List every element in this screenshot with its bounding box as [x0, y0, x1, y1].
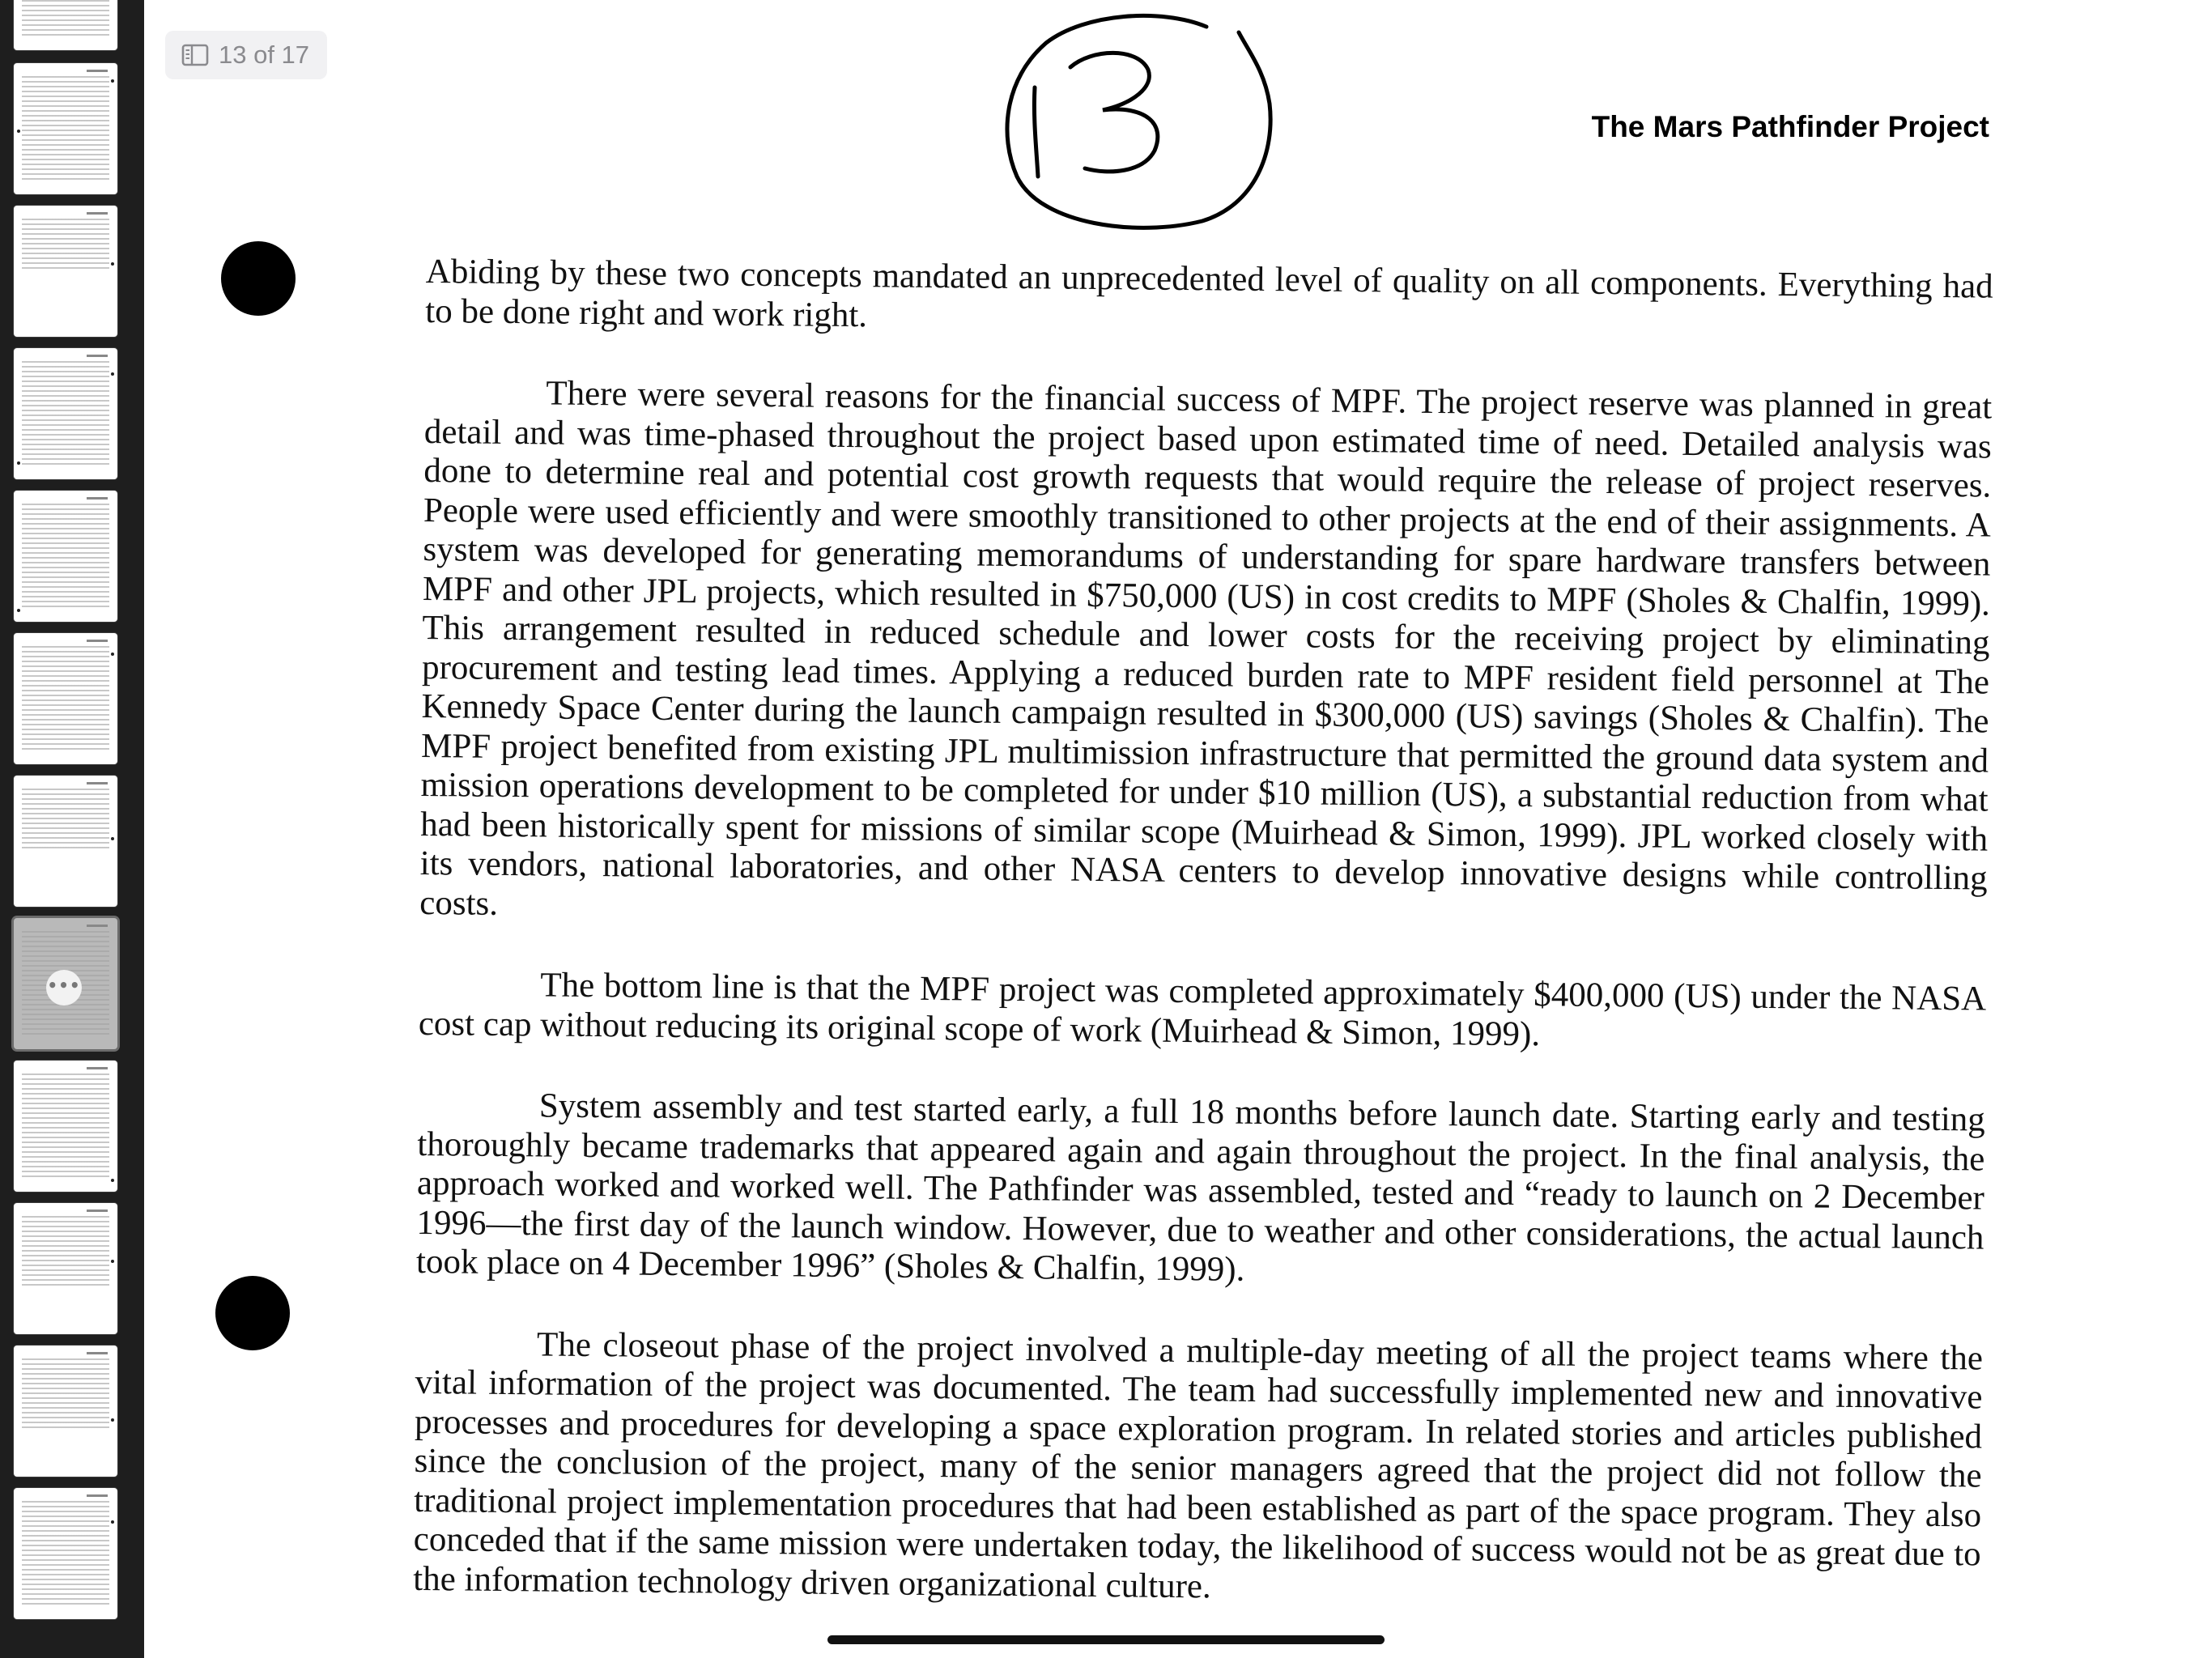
page-thumbnail-current[interactable] — [14, 918, 117, 1049]
margin-dot — [215, 1276, 290, 1350]
page-thumbnail[interactable] — [14, 1488, 117, 1619]
page-thumbnail[interactable] — [14, 633, 117, 764]
margin-dot — [221, 241, 296, 316]
page-counter[interactable] — [165, 31, 327, 79]
page-thumbnail[interactable] — [14, 1346, 117, 1477]
thumbnail-sidebar — [0, 0, 144, 1658]
page-thumbnail[interactable] — [14, 206, 117, 337]
page-thumbnail[interactable] — [14, 348, 117, 479]
page-header-title: The Mars Pathfinder Project — [1591, 110, 1989, 143]
page-thumbnail[interactable] — [14, 1203, 117, 1334]
paragraph: There were several reasons for the financial success of MPF. The project reserve was planned in great detail and was time-phased throughout the project based upon estimated time of need. Detailed analysis was done to determine real and potential cost growth requests that would require the release of project reserves. People were used efficiently and were smoothly transitioned to other projects at the end of their assignments. A system was developed for generating memorandums of understanding for spare hardware transfers between MPF and other JPL projects, which resulted in $750,000 (US) in cost credits to MPF (Sholes & Chalfin, 1999). This arrangement resulted in reduced schedule and lower costs for the receiving project by eliminating procurement and testing lead times. Applying a reduced burden rate to MPF resident field personnel at The Kennedy Space Center during the launch campaign resulted in $300,000 (US) savings (Sholes & Chalfin). The MPF project benefited from existing JPL multimission infrastructure that permitted the ground data system and mission operations development to be completed for under $10 million (US), a substantial reduction from what had been historically spent for missions of similar scope (Muirhead & Simon, 1999). JPL worked closely with its vendors, national laboratories, and other NASA centers to develop innovative designs while controlling costs. — [419, 374, 1993, 923]
paragraph: The closeout phase of the project involved a multiple-day meeting of all the project teams where the vital information of the project was documented. The team had successfully implemented new and innovative processes and procedures for developing a space exploration program. In related stories and articles published since the conclusion of the project, many of the senior managers agreed that the project did not follow the traditional project implementation procedures that had been established as part of the space program. They also conceded that if the same mission were undertaken today, the likelihood of success would not be as great due to the information technology driven organizational culture. — [413, 1324, 1984, 1605]
page-thumbnail[interactable] — [14, 1061, 117, 1192]
sidebar-toggle-icon — [181, 43, 209, 67]
document-body — [413, 253, 1993, 1656]
paragraph: The bottom line is that the MPF project was completed approximately $400,000 (US) under the NASA cost cap without reducing its original scope of work (Muirhead & Simon, 1999). — [418, 966, 1987, 1053]
home-indicator[interactable] — [827, 1635, 1385, 1644]
page-thumbnail[interactable] — [14, 776, 117, 907]
paragraph: System assembly and test started early, a full 18 months before launch date. Starting early and testing thoroughly became trademarks that appeared again and again throughout the project. In the final analysis, the approach worked and worked well. The Pathfinder was assembled, tested and “ready to launch on 2 December 1996—the first day of the launch window. However, due to weather and other considerations, the actual launch took place on 4 December 1996” (Sholes & Chalfin, 1999). — [415, 1086, 1986, 1289]
page-thumbnail[interactable] — [14, 0, 117, 50]
page-counter-label: 13 of 17 — [219, 40, 310, 69]
page-thumbnail[interactable] — [14, 491, 117, 622]
ellipsis-icon[interactable]: ••• — [46, 970, 82, 1005]
handwritten-page-number — [996, 6, 1287, 241]
paragraph: Abiding by these two concepts mandated an unprecedented level of quality on all components. Everything had to be done right and work right. — [425, 253, 1993, 334]
page-thumbnail[interactable] — [14, 63, 117, 194]
